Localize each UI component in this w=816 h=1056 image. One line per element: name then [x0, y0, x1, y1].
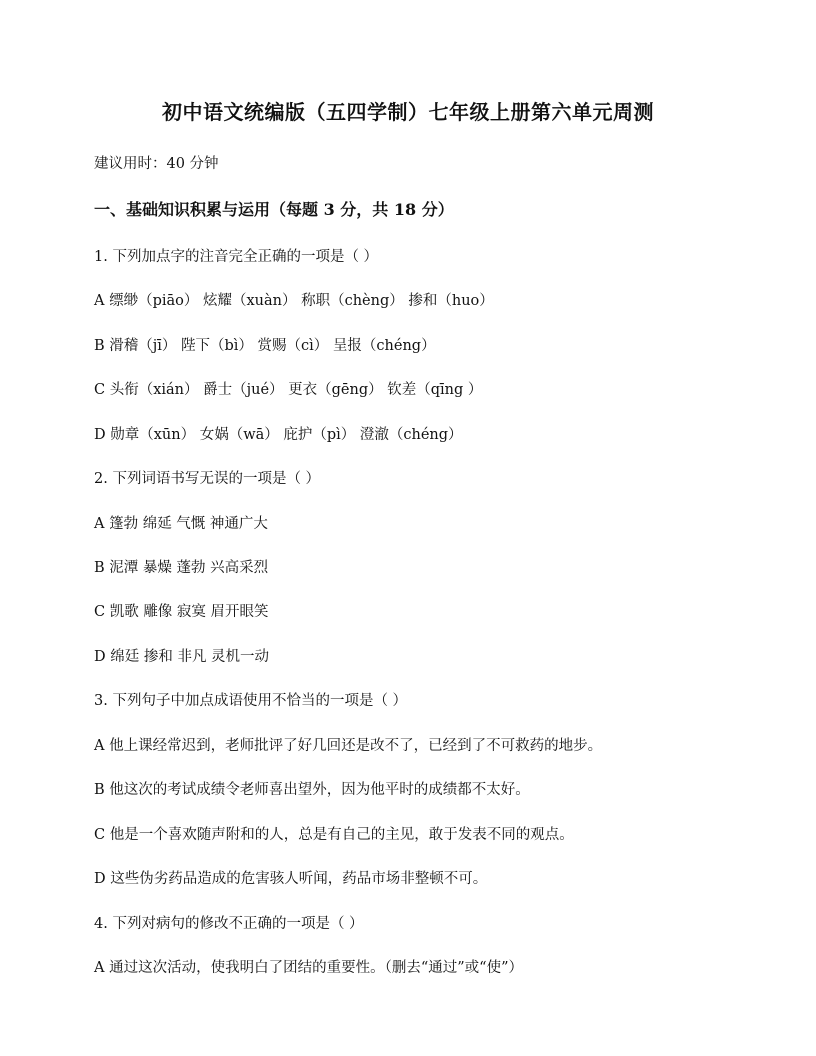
document-title: 初中语文统编版（五四学制）七年级上册第六单元周测 [162, 100, 654, 124]
question-2-option-d: D 绵廷 掺和 非凡 灵机一动 [94, 649, 270, 665]
question-3-option-a: A 他上课经常迟到，老师批评了好几回还是改不了，已经到了不可救药的地步。 [94, 738, 603, 754]
question-3-option-c: C 他是一个喜欢随声附和的人，总是有自己的主见，敢于发表不同的观点。 [94, 827, 574, 843]
question-2-stem: 2. 下列词语书写无误的一项是（ ） [94, 471, 321, 487]
question-3-option-d: D 这些伪劣药品造成的危害骇人听闻，药品市场非整顿不可。 [94, 871, 488, 887]
question-1-option-d: D 勋章（xūn） 女娲（wā） 庇护（pì） 澄澈（chéng） [94, 427, 463, 443]
question-1-option-b: B 滑稽（jī） 陛下（bì） 赏赐（cì） 呈报（chéng） [94, 338, 436, 354]
section-heading [94, 197, 454, 220]
question-4-option-a: A 通过这次活动，使我明白了团结的重要性。（删去“通过”或“使”） [94, 960, 523, 976]
question-4-stem: 4. 下列对病句的修改不正确的一项是（ ） [94, 916, 364, 932]
question-2-option-b: B 泥潭 暴燥 蓬勃 兴高采烈 [94, 560, 269, 576]
question-3-option-b: B 他这次的考试成绩令老师喜出望外，因为他平时的成绩都不太好。 [94, 782, 530, 798]
section-title: 一、基础知识积累与运用 [94, 200, 271, 219]
question-3-stem: 3. 下列句子中加点成语使用不恰当的一项是（ ） [94, 693, 408, 709]
question-1-option-c: C 头衔（xián） 爵士（jué） 更衣（gēng） 钦差（qīng ） [94, 382, 483, 398]
section-scoring: （每题 3 分，共 18 分） [270, 200, 454, 219]
question-2-option-a: A 篷勃 绵延 气慨 神通广大 [94, 516, 268, 532]
question-1-option-a: A 缥缈（piāo） 炫耀（xuàn） 称职（chèng） 掺和（huo） [94, 293, 494, 309]
question-2-option-c: C 凯歌 雕像 寂寞 眉开眼笑 [94, 604, 269, 620]
question-1-stem: 1. 下列加点字的注音完全正确的一项是（ ） [94, 249, 379, 265]
time-note: 建议用时：40 分钟 [94, 156, 219, 172]
